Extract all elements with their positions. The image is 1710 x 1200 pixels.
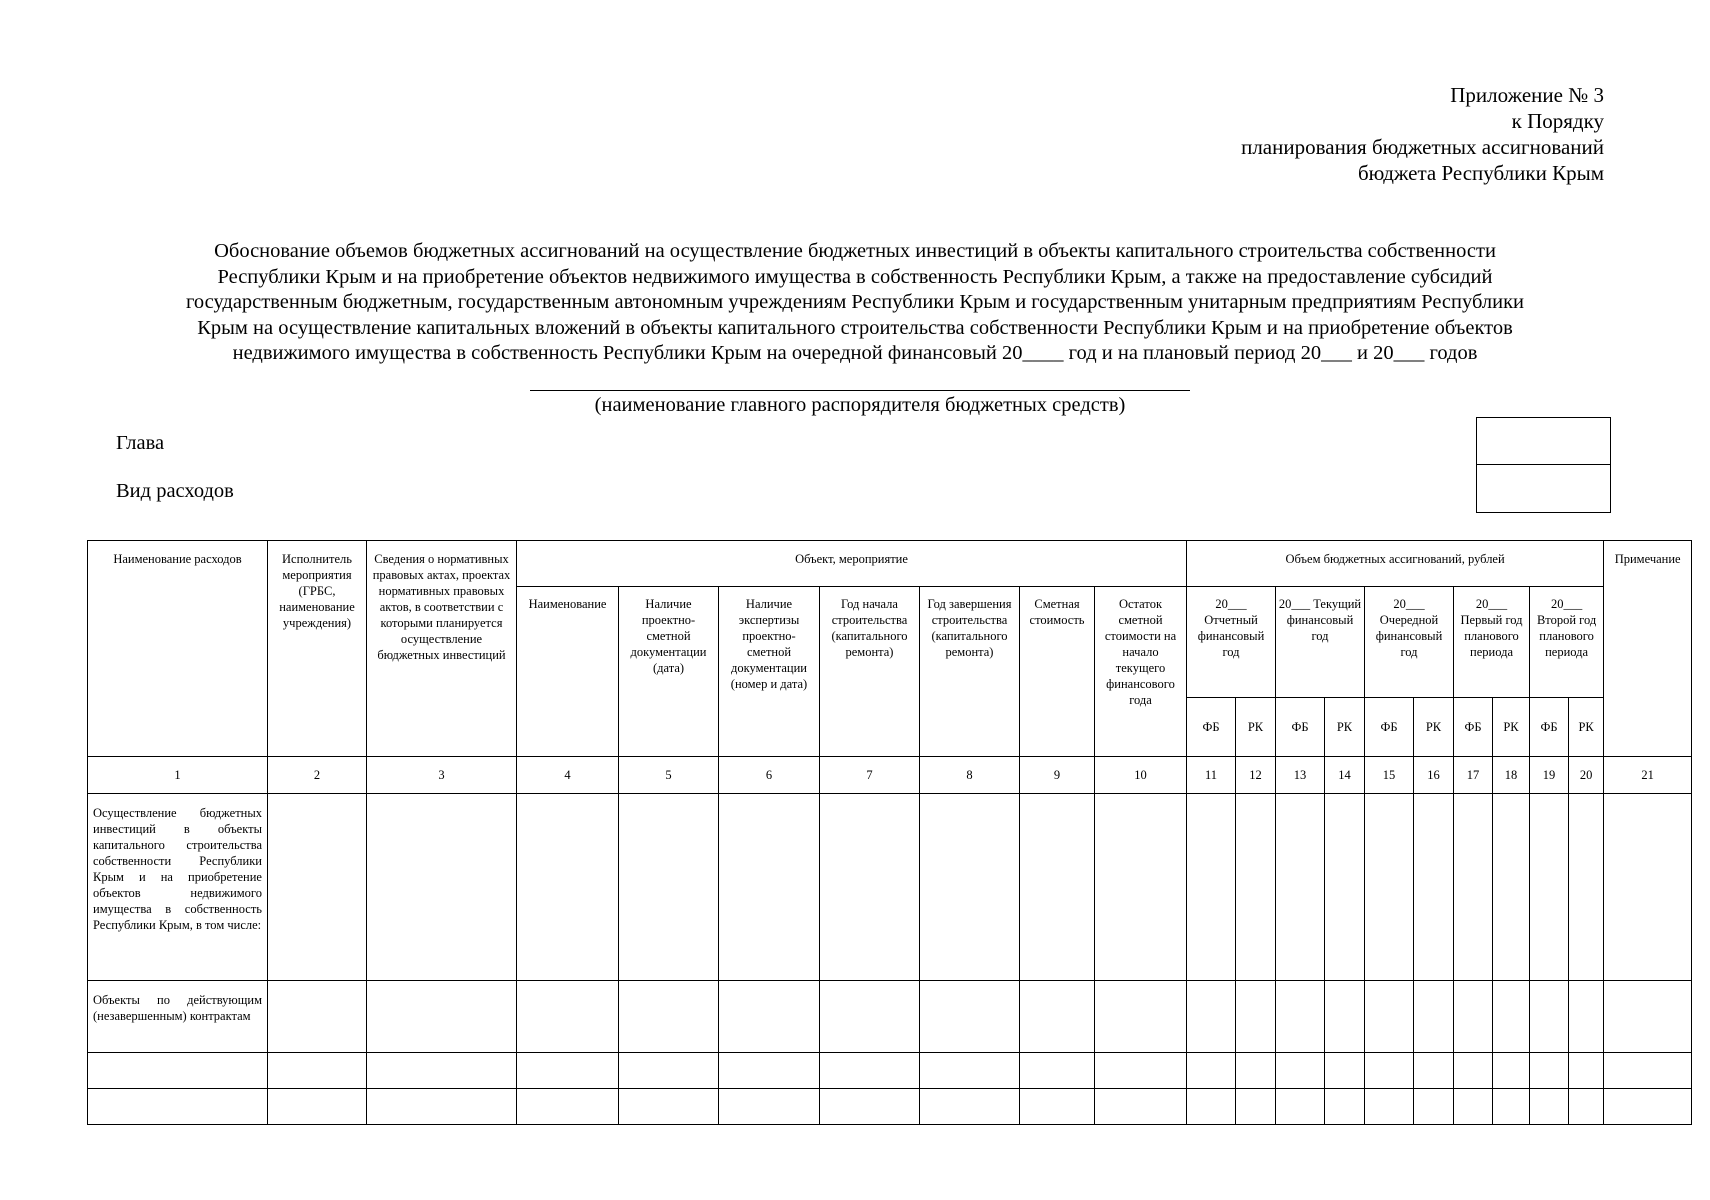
header-rk: РК (1325, 698, 1365, 757)
org-name-underline (530, 390, 1190, 391)
table-cell[interactable] (1454, 1053, 1493, 1089)
table-cell[interactable] (1569, 1053, 1604, 1089)
column-number: 14 (1325, 757, 1365, 794)
header-design-docs: Наличие проектно-сметной документации (дата) (619, 587, 719, 757)
budget-table (87, 540, 1692, 1125)
table-cell[interactable] (920, 794, 1020, 981)
table-cell[interactable] (1020, 981, 1095, 1053)
table-cell[interactable] (1325, 1053, 1365, 1089)
column-number: 8 (920, 757, 1020, 794)
column-number: 19 (1530, 757, 1569, 794)
column-number: 3 (367, 757, 517, 794)
header-expense-name: Наименование расходов (88, 541, 268, 757)
table-cell[interactable] (1414, 1053, 1454, 1089)
table-cell[interactable] (1454, 794, 1493, 981)
expense-type-label: Вид расходов (116, 480, 234, 502)
table-cell[interactable] (1604, 794, 1692, 981)
header-budget-volume: Объем бюджетных ассигнований, рублей (1187, 541, 1604, 587)
table-cell[interactable] (1020, 1089, 1095, 1125)
table-cell[interactable] (1187, 1053, 1236, 1089)
header-object: Объект, мероприятие (517, 541, 1187, 587)
table-cell[interactable] (1454, 981, 1493, 1053)
appendix-budget: бюджета Республики Крым (1357, 161, 1604, 185)
table-row (88, 1053, 1692, 1089)
table-cell[interactable] (820, 1089, 920, 1125)
table-cell[interactable] (1569, 794, 1604, 981)
table-cell[interactable] (1604, 1053, 1692, 1089)
header-year-reporting: 20___ Отчетный финансовый год (1187, 587, 1276, 698)
column-numbers-row (88, 757, 1692, 794)
table-cell[interactable] (517, 1053, 619, 1089)
table-cell[interactable] (1187, 1089, 1236, 1125)
table-cell[interactable] (367, 981, 517, 1053)
table-cell[interactable] (1604, 981, 1692, 1053)
table-cell[interactable] (367, 1053, 517, 1089)
table-cell[interactable] (1530, 981, 1569, 1053)
table-cell[interactable] (1493, 1089, 1530, 1125)
table-cell[interactable] (1365, 981, 1414, 1053)
table-cell[interactable] (268, 1089, 367, 1125)
column-number: 6 (719, 757, 820, 794)
column-number: 20 (1569, 757, 1604, 794)
column-number: 2 (268, 757, 367, 794)
table-cell[interactable] (820, 794, 920, 981)
table-cell[interactable] (1187, 794, 1236, 981)
column-number: 17 (1454, 757, 1493, 794)
table-cell[interactable] (1325, 1089, 1365, 1125)
header-fb: ФБ (1365, 698, 1414, 757)
table-cell[interactable] (1325, 794, 1365, 981)
table-cell[interactable] (1276, 794, 1325, 981)
column-number: 7 (820, 757, 920, 794)
table-cell[interactable] (719, 981, 820, 1053)
table-cell[interactable] (517, 794, 619, 981)
table-cell[interactable] (1365, 1089, 1414, 1125)
header-remaining-cost: Остаток сметной стоимости на начало текущего финансового года (1095, 587, 1187, 757)
column-number: 13 (1276, 757, 1325, 794)
table-cell[interactable] (1236, 1053, 1276, 1089)
header-year-plan-second: 20___ Второй год планового периода (1530, 587, 1604, 698)
header-rk: РК (1236, 698, 1276, 757)
table-cell[interactable] (1493, 1053, 1530, 1089)
header-fb: ФБ (1530, 698, 1569, 757)
table-cell[interactable] (1276, 981, 1325, 1053)
table-cell[interactable] (920, 1053, 1020, 1089)
table-cell[interactable] (1236, 1089, 1276, 1125)
table-cell[interactable] (1493, 981, 1530, 1053)
column-number: 16 (1414, 757, 1454, 794)
table-cell[interactable] (1187, 981, 1236, 1053)
header-rk: РК (1414, 698, 1454, 757)
column-number: 11 (1187, 757, 1236, 794)
table-cell[interactable] (1095, 1089, 1187, 1125)
table-cell[interactable] (1365, 1053, 1414, 1089)
table-cell[interactable] (517, 981, 619, 1053)
table-cell[interactable] (1530, 1053, 1569, 1089)
column-number: 4 (517, 757, 619, 794)
table-cell[interactable] (517, 1089, 619, 1125)
table-cell[interactable] (1325, 981, 1365, 1053)
table-row (88, 981, 1692, 1053)
title-line: недвижимого имущества в собственность Республики Крым на очередной финансовый 20____ год и на плановый период 20___ и 20___ годов (232, 342, 1478, 364)
table-cell[interactable] (1604, 1089, 1692, 1125)
table-cell[interactable] (1095, 981, 1187, 1053)
code-box (1476, 417, 1611, 513)
column-number: 15 (1365, 757, 1414, 794)
table-cell[interactable] (88, 1089, 268, 1125)
table-cell[interactable] (719, 1089, 820, 1125)
row-label-investments: Осуществление бюджетных инвестиций в объекты капитального строительства собственности Республики Крым и на приобретение объектов недвижимого имущества в собственность Республики Крым, в том числе: (88, 794, 268, 981)
appendix-header (1241, 82, 1604, 186)
table-row (88, 1089, 1692, 1125)
column-number: 5 (619, 757, 719, 794)
column-number: 18 (1493, 757, 1530, 794)
column-number: 10 (1095, 757, 1187, 794)
column-number: 12 (1236, 757, 1276, 794)
chapter-label: Глава (116, 432, 165, 454)
table-cell[interactable] (820, 1053, 920, 1089)
table-cell[interactable] (619, 794, 719, 981)
title-line: Республики Крым и на приобретение объектов недвижимого имущества в собственность Республики Крым, а также на предоставление субсидий (217, 265, 1493, 288)
header-object-name: Наименование (517, 587, 619, 757)
table-cell[interactable] (367, 1089, 517, 1125)
table-cell[interactable] (1530, 1089, 1569, 1125)
table-cell[interactable] (1530, 794, 1569, 981)
table-cell[interactable] (1276, 1053, 1325, 1089)
table-cell[interactable] (1020, 794, 1095, 981)
table-cell[interactable] (268, 981, 367, 1053)
title-line: государственным бюджетным, государственным автономным учреждениям Республики Крым и государственным унитарным предприятиям Республики (185, 291, 1525, 313)
table-cell[interactable] (1095, 1053, 1187, 1089)
table-cell[interactable] (1454, 1089, 1493, 1125)
table-cell[interactable] (1414, 1089, 1454, 1125)
document-title (100, 239, 1610, 367)
table-cell[interactable] (88, 1053, 268, 1089)
column-number: 1 (88, 757, 268, 794)
title-line: Обоснование объемов бюджетных ассигнований на осуществление бюджетных инвестиций в объекты капитального строительства собственности (214, 240, 1496, 262)
header-rk: РК (1493, 698, 1530, 757)
header-expertise: Наличие экспертизы проектно-сметной документации (номер и дата) (719, 587, 820, 757)
table-cell[interactable] (619, 1089, 719, 1125)
expense-type-code-cell[interactable] (1477, 464, 1610, 511)
header-note: Примечание (1604, 541, 1692, 757)
table-cell[interactable] (1095, 794, 1187, 981)
table-cell[interactable] (1276, 1089, 1325, 1125)
table-cell[interactable] (1569, 981, 1604, 1053)
table-cell[interactable] (820, 981, 920, 1053)
table-cell[interactable] (619, 981, 719, 1053)
table-cell[interactable] (1020, 1053, 1095, 1089)
table-cell[interactable] (1493, 794, 1530, 981)
header-fb: ФБ (1454, 698, 1493, 757)
table-cell[interactable] (1236, 981, 1276, 1053)
table-cell[interactable] (268, 794, 367, 981)
table-cell[interactable] (719, 1053, 820, 1089)
table-cell[interactable] (1569, 1089, 1604, 1125)
table-cell[interactable] (1414, 981, 1454, 1053)
header-year-current: 20___ Текущий финансовый год (1276, 587, 1365, 698)
appendix-procedure: планирования бюджетных ассигнований (1241, 135, 1604, 159)
column-number: 21 (1604, 757, 1692, 794)
header-year-next: 20___ Очередной финансовый год (1365, 587, 1454, 698)
header-year-plan-first: 20___ Первый год планового периода (1454, 587, 1530, 698)
chapter-code-cell[interactable] (1477, 418, 1610, 464)
table-cell[interactable] (920, 981, 1020, 1053)
table-row (88, 794, 1692, 981)
appendix-ref: к Порядку (1511, 109, 1604, 133)
header-legal-acts: Сведения о нормативных правовых актах, проектах нормативных правовых актов, в соответствии с которыми планируется осуществление бюджетных инвестиций (367, 541, 517, 757)
table-cell[interactable] (1236, 794, 1276, 981)
table-cell[interactable] (268, 1053, 367, 1089)
header-estimated-cost: Сметная стоимость (1020, 587, 1095, 757)
table-cell[interactable] (367, 794, 517, 981)
header-executor: Исполнитель мероприятия (ГРБС, наименование учреждения) (268, 541, 367, 757)
appendix-number: Приложение № 3 (1450, 83, 1604, 107)
header-end-year: Год завершения строительства (капитального ремонта) (920, 587, 1020, 757)
header-start-year: Год начала строительства (капитального ремонта) (820, 587, 920, 757)
header-fb: ФБ (1187, 698, 1236, 757)
header-rk: РК (1569, 698, 1604, 757)
title-line: Крым на осуществление капитальных вложений в объекты капитального строительства собственности Республики Крым и на приобретение объектов (197, 316, 1513, 339)
table-cell[interactable] (920, 1089, 1020, 1125)
table-cell[interactable] (719, 794, 820, 981)
column-number: 9 (1020, 757, 1095, 794)
table-cell[interactable] (1414, 794, 1454, 981)
table-cell[interactable] (619, 1053, 719, 1089)
row-label-current-contracts: Объекты по действующим (незавершенным) контрактам (88, 981, 268, 1053)
header-fb: ФБ (1276, 698, 1325, 757)
org-name-caption: (наименование главного распорядителя бюджетных средств) (594, 394, 1126, 416)
table-cell[interactable] (1365, 794, 1414, 981)
